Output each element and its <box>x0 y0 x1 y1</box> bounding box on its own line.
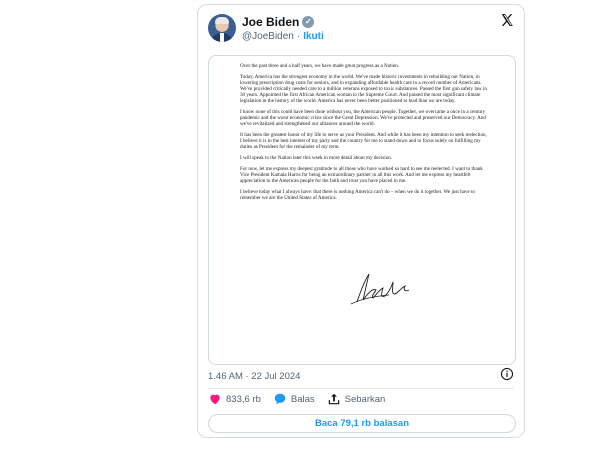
follow-button[interactable]: Ikuti <box>303 31 324 42</box>
separator: · <box>296 31 301 42</box>
author-name[interactable]: Joe Biden <box>242 15 300 29</box>
heart-icon <box>208 392 222 406</box>
avatar[interactable] <box>208 14 236 42</box>
letter-text <box>240 63 488 205</box>
letter-paragraph: I believe today what I always have: that there is nothing America can't do – when we do it together. We just have to remember we are the United States of America. <box>240 188 475 201</box>
action-bar <box>208 392 397 406</box>
signature <box>343 268 423 308</box>
letter-paragraph: Today, America has the strongest economy in the world. We've made historic investments in rebuilding our Nation, in lowering prescription drug costs for seniors, and in expanding affordable health care to a record number of Americans. We've provided critically needed care to a million veterans exposed to toxic substances. Passed the first gun safety law in 30 years. Appointed the first African American woman to the Supreme Court. And passed the most significant climate legislation in the history of the world. America has never been better positioned to lead than we are today. <box>240 73 487 105</box>
letter-paragraph: I know none of this could have been done without you, the American people. Together, we overcame a once in a century pandemic and the worst economic crisis since the Great Depression. We've protected and preserved our Democracy. And we've revitalized and strengthened our alliances around the world. <box>240 109 486 128</box>
reply-button[interactable] <box>273 392 315 406</box>
reply-bubble-icon <box>273 392 287 406</box>
like-button[interactable] <box>208 392 261 406</box>
letter-paragraph: For now, let me express my deepest gratitude to all those who have worked so hard to see me reelected. I want to thank Vice President Kamala Harris for being an extraordinary partner in all this work. And let me express my heartfelt appreciation to the American people for the faith and trust you have placed in me. <box>240 165 483 184</box>
divider <box>208 388 514 389</box>
tweet-card <box>197 4 525 438</box>
info-icon[interactable] <box>500 367 514 381</box>
letter-paragraph: It has been the greatest honor of my life to serve as your President. And while it has been my intention to seek reelection, I believe it is in the best interest of my party and the country for me to stand down and to focus solely on fulfilling my duties as President for the remainder of my term. <box>240 132 487 151</box>
verified-badge-icon: ✓ <box>302 16 314 28</box>
author-name-row[interactable] <box>242 15 314 29</box>
like-count: 833,6 rb <box>226 393 261 405</box>
letter-paragraph: I will speak to the Nation later this week in more detail about my decision. <box>240 155 393 161</box>
author-handle[interactable]: @JoeBiden <box>242 31 294 42</box>
share-button[interactable] <box>327 392 386 406</box>
read-replies-button[interactable]: Baca 79,1 rb balasan <box>208 414 516 433</box>
letter-image[interactable] <box>208 55 516 365</box>
x-logo-icon[interactable] <box>500 13 514 27</box>
letter-paragraph: Over the past three and a half years, we have made great progress as a Nation. <box>240 63 400 69</box>
reply-label: Balas <box>290 393 315 405</box>
author-handle-row <box>242 31 324 42</box>
share-label: Sebarkan <box>344 393 386 405</box>
share-icon <box>327 392 341 406</box>
timestamp[interactable]: 1.46 AM · 22 Jul 2024 <box>208 371 301 382</box>
